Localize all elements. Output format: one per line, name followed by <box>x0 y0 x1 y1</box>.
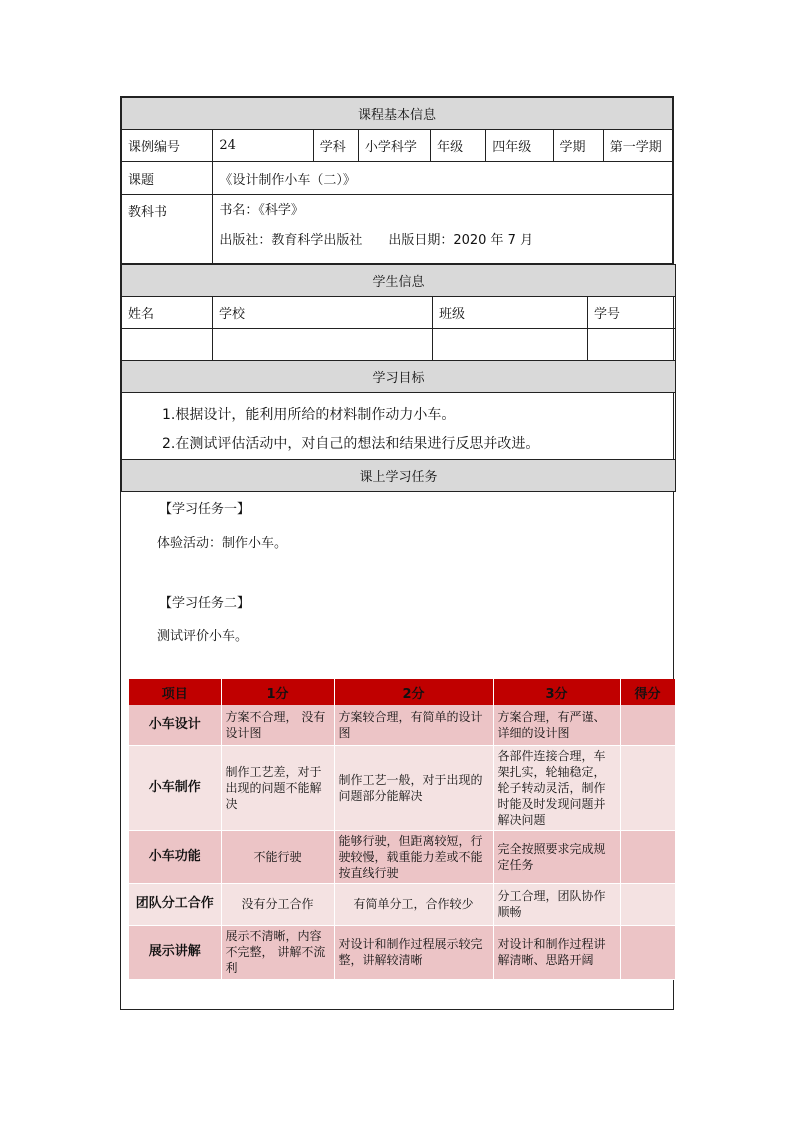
term-label: 学期 <box>553 130 603 162</box>
rubric-cell-1: 不能行驶 <box>221 830 334 883</box>
basic-info-title: 课程基本信息 <box>122 98 673 130</box>
rubric-cell-1: 方案不合理， 没有设计图 <box>221 705 334 745</box>
score-cell[interactable] <box>620 883 675 925</box>
topic-label: 课题 <box>122 162 213 195</box>
rubric-item: 展示讲解 <box>129 925 221 979</box>
school-field[interactable] <box>213 329 433 361</box>
case-no-label: 课例编号 <box>122 130 213 162</box>
rubric-item: 小车功能 <box>129 830 221 883</box>
tasks-title: 课上学习任务 <box>122 460 676 492</box>
name-field[interactable] <box>122 329 213 361</box>
grade-label: 年级 <box>431 130 486 162</box>
name-label: 姓名 <box>122 297 213 329</box>
rubric-cell-1: 没有分工合作 <box>221 883 334 925</box>
term-value: 第一学期 <box>603 130 672 162</box>
rubric-cell-2: 对设计和制作过程展示较完整，讲解较清晰 <box>334 925 493 979</box>
rubric-cell-3: 完全按照要求完成规定任务 <box>493 830 620 883</box>
rubric-header: 得分 <box>620 679 675 705</box>
tasks-area <box>121 492 673 975</box>
score-cell[interactable] <box>620 925 675 979</box>
task1-title: 【学习任务一】 <box>159 502 251 517</box>
class-label: 班级 <box>433 297 588 329</box>
goal-item: 2.在测试评估活动中，对自己的想法和结果进行反思并改进。 <box>162 436 540 452</box>
goal-item: 1.根据设计，能利用所给的材料制作动力小车。 <box>162 407 456 423</box>
goals-title: 学习目标 <box>122 361 676 393</box>
rubric-cell-3: 方案合理，有严谨、详细的设计图 <box>493 705 620 745</box>
rubric-item: 团队分工合作 <box>129 883 221 925</box>
topic-value: 《设计制作小车（二）》 <box>213 162 673 195</box>
score-cell[interactable] <box>620 830 675 883</box>
grade-value: 四年级 <box>486 130 553 162</box>
rubric-cell-2: 方案较合理，有简单的设计图 <box>334 705 493 745</box>
rubric-header: 2分 <box>334 679 493 705</box>
rubric-item: 小车制作 <box>129 745 221 830</box>
rubric-item: 小车设计 <box>129 705 221 745</box>
goals-list <box>122 393 675 459</box>
subject-value: 小学科学 <box>358 130 430 162</box>
rubric-cell-3: 分工合理，团队协作顺畅 <box>493 883 620 925</box>
publisher-line: 出版社：教育科学出版社 出版日期：2020 年 7 月 <box>219 233 534 248</box>
rubric-header: 3分 <box>493 679 620 705</box>
class-field[interactable] <box>433 329 588 361</box>
score-cell[interactable] <box>620 745 675 830</box>
rubric-cell-3: 对设计和制作过程讲解清晰、思路开阔 <box>493 925 620 979</box>
task2-title: 【学习任务二】 <box>159 596 251 611</box>
score-cell[interactable] <box>620 705 675 745</box>
textbook-label: 教科书 <box>122 195 213 264</box>
school-label: 学校 <box>213 297 433 329</box>
rubric-cell-1: 展示不清晰，内容不完整， 讲解不流利 <box>221 925 334 979</box>
basic-info-table <box>121 97 673 264</box>
student-info-table <box>121 264 676 492</box>
rubric-cell-2: 有简单分工，合作较少 <box>334 883 493 925</box>
rubric-cell-2: 能够行驶，但距离较短，行驶较慢，载重能力差或不能按直线行驶 <box>334 830 493 883</box>
worksheet <box>120 96 674 1010</box>
task1-text: 体验活动：制作小车。 <box>157 536 288 551</box>
student-id-field[interactable] <box>588 329 676 361</box>
case-no-value: 24 <box>213 130 313 162</box>
rubric-table <box>129 679 676 980</box>
rubric-cell-1: 制作工艺差，对于出现的问题不能解决 <box>221 745 334 830</box>
student-info-title: 学生信息 <box>122 265 676 297</box>
book-name: 书名：《科学》 <box>219 203 304 218</box>
rubric-header: 1分 <box>221 679 334 705</box>
rubric-cell-2: 制作工艺一般，对于出现的问题部分能解决 <box>334 745 493 830</box>
task2-text: 测试评价小车。 <box>157 629 249 644</box>
rubric-cell-3: 各部件连接合理，车架扎实，轮轴稳定，轮子转动灵活，制作时能及时发现问题并解决问题 <box>493 745 620 830</box>
subject-label: 学科 <box>313 130 358 162</box>
rubric-header: 项目 <box>129 679 221 705</box>
student-id-label: 学号 <box>588 297 676 329</box>
